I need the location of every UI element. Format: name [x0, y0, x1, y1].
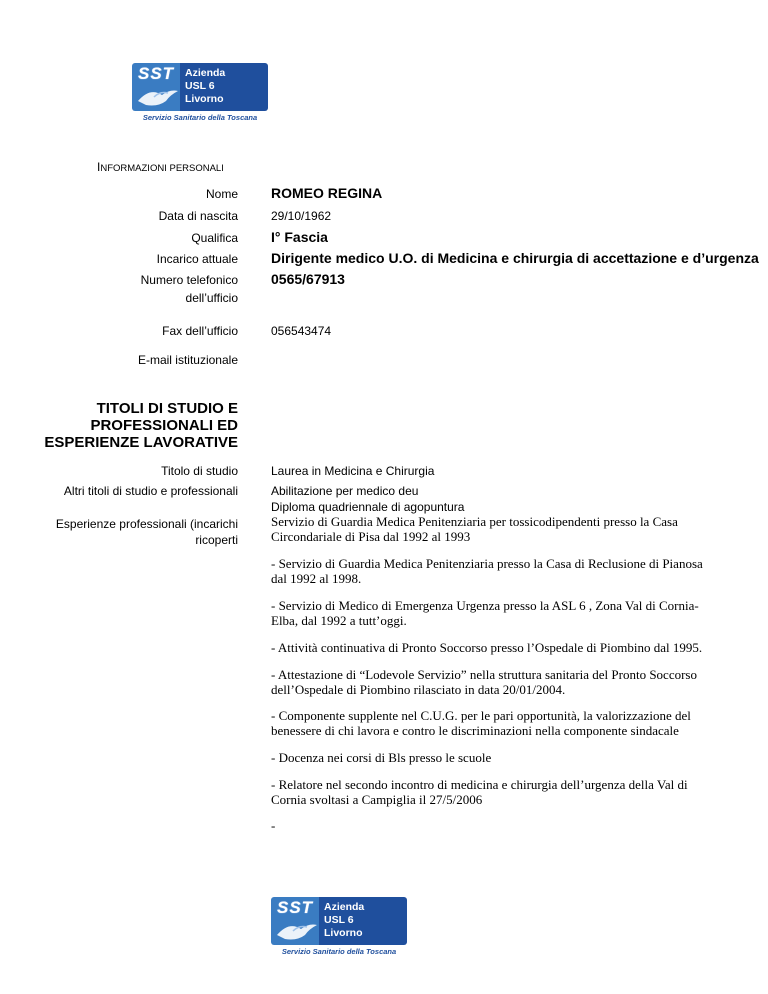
label-data-nascita: Data di nascita: [158, 209, 238, 223]
logo-line-2: USL 6: [324, 914, 354, 926]
value-fax: 056543474: [271, 324, 332, 338]
label-altri-titoli: Altri titoli di studio e professionali: [63, 484, 238, 498]
experience-item: - Servizio di Medico di Emergenza Urgenza presso la ASL 6 , Zona Val di Cornia-Elba, dal 1992 a tutt’oggi.: [271, 598, 699, 628]
label-telefono: Numero telefonico: [140, 273, 238, 287]
value-telefono: 0565/67913: [271, 271, 345, 287]
label-incarico: Incarico attuale: [156, 252, 238, 266]
label-titolo: Titolo di studio: [161, 464, 238, 478]
value-qualifica: I° Fascia: [271, 229, 328, 245]
value-altri-2: Diploma quadriennale di agopuntura: [271, 500, 465, 514]
value-incarico: Dirigente medico U.O. di Medicina e chirurgia di accettazione e d’urgenza: [271, 250, 759, 266]
label-email: E-mail istituzionale: [137, 353, 238, 367]
experience-item: - Servizio di Guardia Medica Penitenziaria presso la Casa di Reclusione di Pianosa dal 1992 al 1998.: [271, 556, 703, 586]
label-esperienze: Esperienze professionali (incarichi: [55, 517, 238, 531]
logo-line-3: Livorno: [185, 93, 224, 105]
value-nome: ROMEO REGINA: [271, 185, 383, 201]
logo-caption: Servizio Sanitario della Toscana: [281, 947, 397, 956]
logo-line-1: Azienda: [185, 67, 226, 79]
logo-box: [180, 63, 268, 111]
experience-item: - Componente supplente nel C.U.G. per le pari opportunità, la valorizzazione del benessere di chi lavora e contro le discriminazioni nella componente sindacale: [271, 708, 691, 738]
label-telefono-2: dell’ufficio: [185, 291, 238, 305]
value-titolo: Laurea in Medicina e Chirurgia: [271, 464, 435, 478]
logo-line-1: Azienda: [324, 901, 365, 913]
experience-item: - Attività continuativa di Pronto Soccorso presso l’Ospedale di Piombino dal 1995.: [271, 640, 703, 655]
label-fax: Fax dell’ufficio: [162, 324, 238, 338]
titles-heading-line-2: PROFESSIONALI ED: [90, 417, 238, 434]
personal-info-heading: [97, 160, 224, 174]
personal-heading-rest: NFORMAZIONI PERSONALI: [100, 163, 224, 174]
label-nome: Nome: [205, 187, 238, 201]
experience-item: - Docenza nei corsi di Bls presso le scuole: [271, 750, 492, 765]
logo-caption: Servizio Sanitario della Toscana: [142, 113, 258, 122]
titles-heading-line-1: TITOLI DI STUDIO E: [96, 400, 238, 417]
personal-heading-initial: I: [97, 160, 101, 174]
titles-heading: [18, 400, 238, 451]
logo-line-2: USL 6: [185, 80, 215, 92]
logo-line-3: Livorno: [324, 927, 363, 939]
experience-item: - Relatore nel secondo incontro di medicina e chirurgia dell’urgenza della Val di Cornia svoltasi a Campiglia il 27/5/2006: [271, 777, 688, 807]
logo-box: [319, 897, 407, 945]
label-qualifica: Qualifica: [191, 231, 238, 245]
logo-bottom: [271, 897, 407, 959]
logo-sst-text: SST: [277, 898, 314, 917]
experience-item: Servizio di Guardia Medica Penitenziaria per tossicodipendenti presso la Casa Circondariale di Pisa dal 1992 al 1993: [271, 514, 678, 544]
logo-sst-text: SST: [138, 64, 175, 83]
label-esperienze-2: ricoperti: [195, 533, 238, 547]
titles-heading-line-3: ESPERIENZE LAVORATIVE: [44, 434, 238, 451]
experience-item: -: [271, 818, 276, 833]
bird-icon: [275, 915, 319, 943]
experience-item: - Attestazione di “Lodevole Servizio” nella struttura sanitaria del Pronto Soccorso dell’Ospedale di Piombino rilasciato in data 20/01/2004.: [271, 667, 697, 697]
value-altri-1: Abilitazione per medico deu: [271, 484, 419, 498]
bird-icon: [136, 81, 180, 109]
value-data-nascita: 29/10/1962: [271, 209, 332, 223]
logo-top: [132, 63, 268, 125]
